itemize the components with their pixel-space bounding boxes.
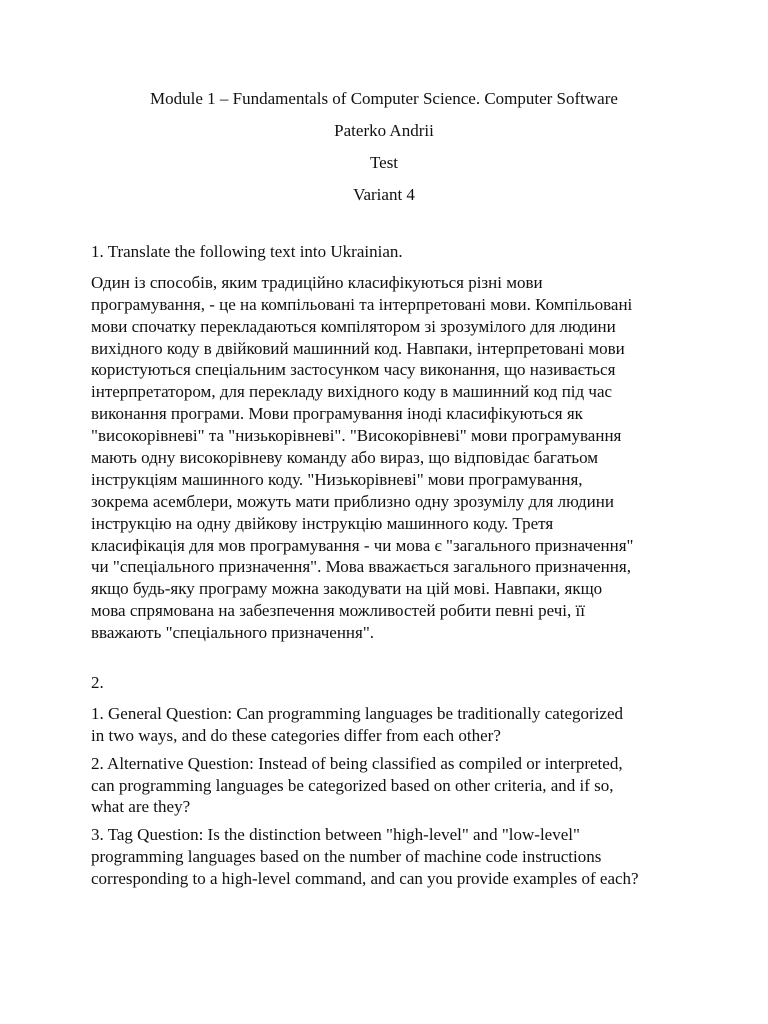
- question-alternative: [91, 753, 691, 819]
- question-line: corresponding to a high-level command, and can you provide examples of each?: [91, 869, 639, 889]
- task-1-section: [91, 241, 691, 644]
- translation-paragraph: [91, 272, 691, 644]
- task-2-section: [91, 672, 691, 896]
- paragraph-line: інтерпретатором, для перекладу вихідного коду в машинний код під час: [91, 382, 613, 402]
- question-line: 2. Alternative Question: Instead of being classified as compiled or interpreted,: [91, 753, 623, 773]
- question-line: can programming languages be categorized based on other criteria, and if so,: [91, 775, 614, 795]
- document-type: Test: [369, 153, 399, 172]
- paragraph-line: класифікація для мов програмування - чи мова є "загального призначення": [91, 535, 634, 555]
- paragraph-line: чи "спеціального призначення". Мова вважається загального призначення,: [91, 557, 631, 577]
- paragraph-line: вихідного коду в двійковий машинний код. Навпаки, інтерпретовані мови: [91, 338, 625, 358]
- question-line: 1. General Question: Can programming languages be traditionally categorized: [91, 703, 624, 723]
- paragraph-line: виконання програми. Мови програмування іноді класифікуються як: [91, 404, 583, 424]
- paragraph-line: "високорівневі" та "низькорівневі". "Високорівневі" мови програмування: [91, 426, 622, 446]
- paragraph-line: програмування, - це на компільовані та інтерпретовані мови. Компільовані: [91, 294, 633, 314]
- paragraph-line: вважають "спеціального призначення".: [91, 623, 375, 643]
- task-1-heading: 1. Translate the following text into Ukrainian.: [91, 242, 403, 261]
- question-general: [91, 703, 691, 747]
- author-name: Paterko Andrii: [334, 121, 434, 140]
- module-title: Module 1 – Fundamentals of Computer Science. Computer Software: [150, 89, 618, 108]
- question-line: in two ways, and do these categories differ from each other?: [91, 725, 501, 745]
- paragraph-line: мова спрямована на забезпечення можливостей робити певні речі, її: [91, 601, 585, 621]
- variant-label: Variant 4: [353, 185, 415, 204]
- paragraph-line: Один із способів, яким традиційно класифікуються різні мови: [91, 272, 543, 292]
- paragraph-line: якщо будь-яку програму можна закодувати на цій мові. Навпаки, якщо: [91, 579, 603, 599]
- task-2-heading: 2.: [91, 673, 104, 692]
- question-line: what are they?: [91, 797, 191, 817]
- question-tag: [91, 824, 691, 890]
- question-line: 3. Tag Question: Is the distinction between "high-level" and "low-level": [91, 825, 580, 845]
- question-line: programming languages based on the number of machine code instructions: [91, 847, 602, 867]
- paragraph-line: мають одну високорівневу команду або вираз, що відповідає багатьом: [91, 448, 599, 468]
- document-header: [0, 86, 768, 214]
- paragraph-line: зокрема асемблери, можуть мати приблизно одну зрозумілу для людини: [91, 491, 614, 511]
- paragraph-line: інструкціям машинного коду. "Низькорівневі" мови програмування,: [91, 469, 583, 489]
- paragraph-line: користуються спеціальним застосунком часу виконання, що називається: [91, 360, 616, 380]
- paragraph-line: мови спочатку перекладаються компілятором зі зрозумілого для людини: [91, 316, 616, 336]
- paragraph-line: інструкцію на одну двійкову інструкцію машинного коду. Третя: [91, 513, 554, 533]
